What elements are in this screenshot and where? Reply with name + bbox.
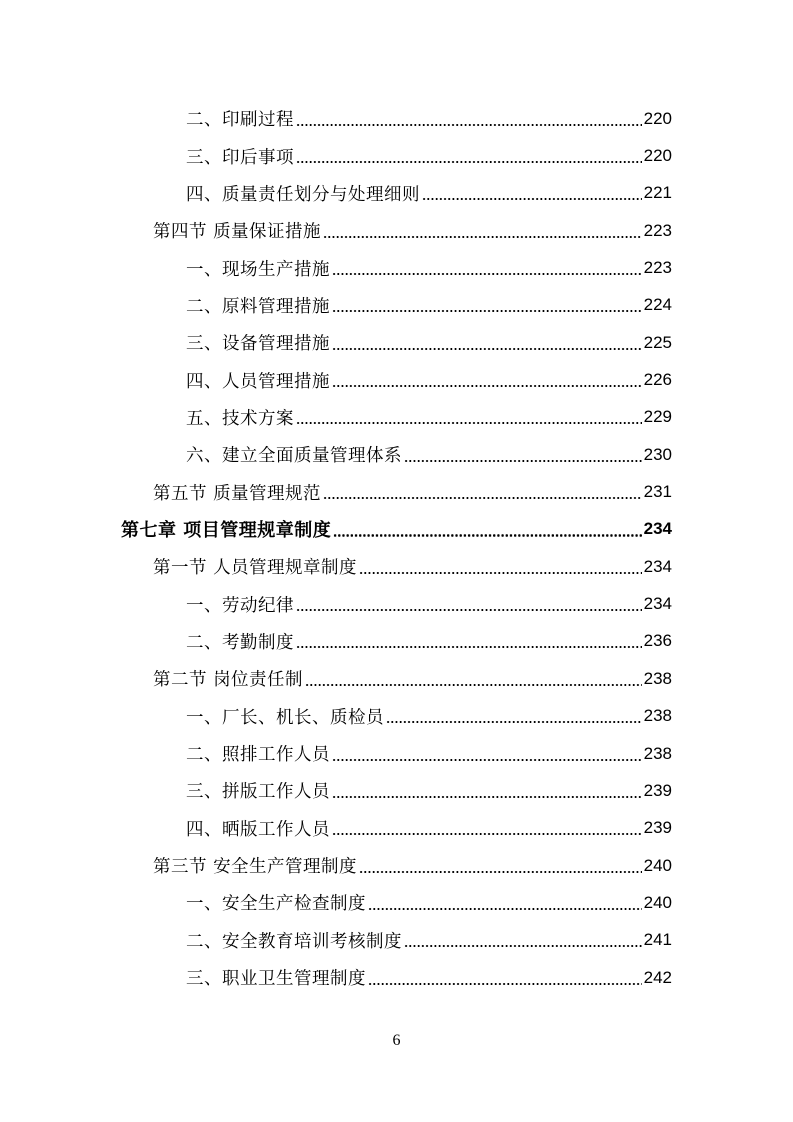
dot-leader [333,534,641,537]
toc-entry-row [186,175,672,212]
toc-entry-row [186,361,672,398]
toc-entry-row [186,249,672,286]
dot-leader [386,721,642,723]
dot-leader [332,310,642,312]
dot-leader [323,236,642,238]
toc-entry-item [0,772,793,809]
toc-entry-row [186,324,672,361]
toc-entry-title: 一、现场生产措施 [186,259,330,280]
toc-entry-row [186,585,672,622]
toc-entry-page: 223 [643,220,672,240]
dot-leader [296,124,642,126]
toc-entry-row [153,548,672,585]
toc-entry-row [121,511,672,548]
toc-entry-item [0,100,793,137]
toc-entry-row [186,399,672,436]
toc-entry-title: 二、照排工作人员 [186,745,330,766]
toc-entry-row [186,810,672,847]
toc-entry-item [0,436,793,473]
dot-leader [404,460,642,462]
toc-entry-item [0,585,793,622]
toc-entry-row [186,623,672,660]
toc-entry-title: 二、安全教育培训考核制度 [186,931,402,952]
toc-entry-item [0,959,793,996]
toc-entry-row [186,735,672,772]
toc-entry-row [153,660,672,697]
toc-entry-item [0,249,793,286]
toc-entry-row [153,473,672,510]
page-number: 6 [392,1032,401,1049]
toc-entry-item [0,735,793,772]
toc-entry-row [186,100,672,137]
toc-entry-row [186,137,672,174]
toc-entry-title: 三、印后事项 [186,147,294,168]
dot-leader [368,983,642,985]
toc-entry-title: 五、技术方案 [186,408,294,429]
toc-entry-page: 241 [643,930,672,950]
toc-entry-row [186,959,672,996]
toc-entry-title: 三、职业卫生管理制度 [186,969,366,990]
toc-entry-item [0,175,793,212]
toc-entry-page: 239 [643,780,672,800]
toc-entry-page: 224 [643,295,672,315]
toc-entry-row [153,847,672,884]
toc-entry-title: 第一节 人员管理规章制度 [153,558,358,579]
toc-entry-title: 三、设备管理措施 [186,334,330,355]
toc-entry-page: 236 [643,631,672,651]
toc-entry-title: 四、质量责任划分与处理细则 [186,184,420,205]
toc-entry-section [0,660,793,697]
dot-leader [305,684,642,686]
toc-entry-row [186,287,672,324]
toc-entry-title: 六、建立全面质量管理体系 [186,446,402,467]
toc-entry-chapter [0,511,793,548]
toc-entry-title: 二、考勤制度 [186,632,294,653]
toc-entry-page: 239 [643,818,672,838]
toc-entry-title: 第二节 岗位责任制 [153,670,304,691]
dot-leader [332,759,642,761]
dot-leader [422,198,642,200]
dot-leader [323,497,642,499]
dot-leader [332,385,642,387]
dot-leader [332,348,642,350]
toc-entry-item [0,137,793,174]
dot-leader [359,871,642,873]
toc-entry-title: 一、厂长、机长、质检员 [186,707,384,728]
dot-leader [332,796,642,798]
toc-entry-title: 一、安全生产检查制度 [186,894,366,915]
toc-entry-item [0,287,793,324]
toc-entry-item [0,698,793,735]
toc-entry-page: 221 [643,183,672,203]
dot-leader [296,161,642,163]
toc-entry-title: 四、晒版工作人员 [186,819,330,840]
toc-entry-page: 229 [643,407,672,427]
toc-entry-page: 226 [643,370,672,390]
toc-entry-page: 231 [643,482,672,502]
toc-entry-item [0,623,793,660]
toc-entry-title: 第四节 质量保证措施 [153,222,322,243]
toc-entry-page: 234 [643,594,672,614]
toc-entry-row [186,698,672,735]
toc-entry-page: 234 [643,519,672,539]
toc-entry-row [186,884,672,921]
toc-entry-item [0,810,793,847]
toc-entry-page: 234 [643,556,672,576]
toc-entry-page: 238 [643,668,672,688]
toc-entry-page: 225 [643,332,672,352]
toc-entry-item [0,324,793,361]
toc-entry-page: 238 [643,743,672,763]
dot-leader [368,908,642,910]
toc-entry-title: 第七章 项目管理规章制度 [121,520,332,542]
toc-entry-page: 240 [643,892,672,912]
dot-leader [296,609,642,611]
dot-leader [332,273,642,275]
toc-entry-item [0,922,793,959]
dot-leader [404,945,642,947]
toc-entry-title: 第三节 安全生产管理制度 [153,857,358,878]
toc-entry-page: 220 [643,108,672,128]
toc-entry-row [186,436,672,473]
dot-leader [359,572,642,574]
toc-entry-page: 240 [643,855,672,875]
toc-entry-page: 230 [643,444,672,464]
toc-entry-page: 220 [643,146,672,166]
toc-entry-item [0,884,793,921]
dot-leader [296,646,642,648]
toc-entry-item [0,361,793,398]
toc-entry-section [0,473,793,510]
toc-entry-title: 四、人员管理措施 [186,371,330,392]
toc-entry-title: 二、原料管理措施 [186,296,330,317]
dot-leader [332,833,642,835]
toc-entry-page: 223 [643,258,672,278]
dot-leader [296,422,642,424]
toc-entry-item [0,399,793,436]
table-of-contents [0,100,793,996]
toc-entry-section [0,548,793,585]
toc-entry-row [153,212,672,249]
toc-entry-page: 242 [643,967,672,987]
toc-entry-section [0,847,793,884]
toc-entry-section [0,212,793,249]
toc-entry-title: 一、劳动纪律 [186,595,294,616]
toc-entry-row [186,772,672,809]
toc-entry-title: 第五节 质量管理规范 [153,483,322,504]
toc-entry-row [186,922,672,959]
toc-entry-title: 二、印刷过程 [186,110,294,131]
toc-entry-page: 238 [643,706,672,726]
toc-entry-title: 三、拼版工作人员 [186,782,330,803]
